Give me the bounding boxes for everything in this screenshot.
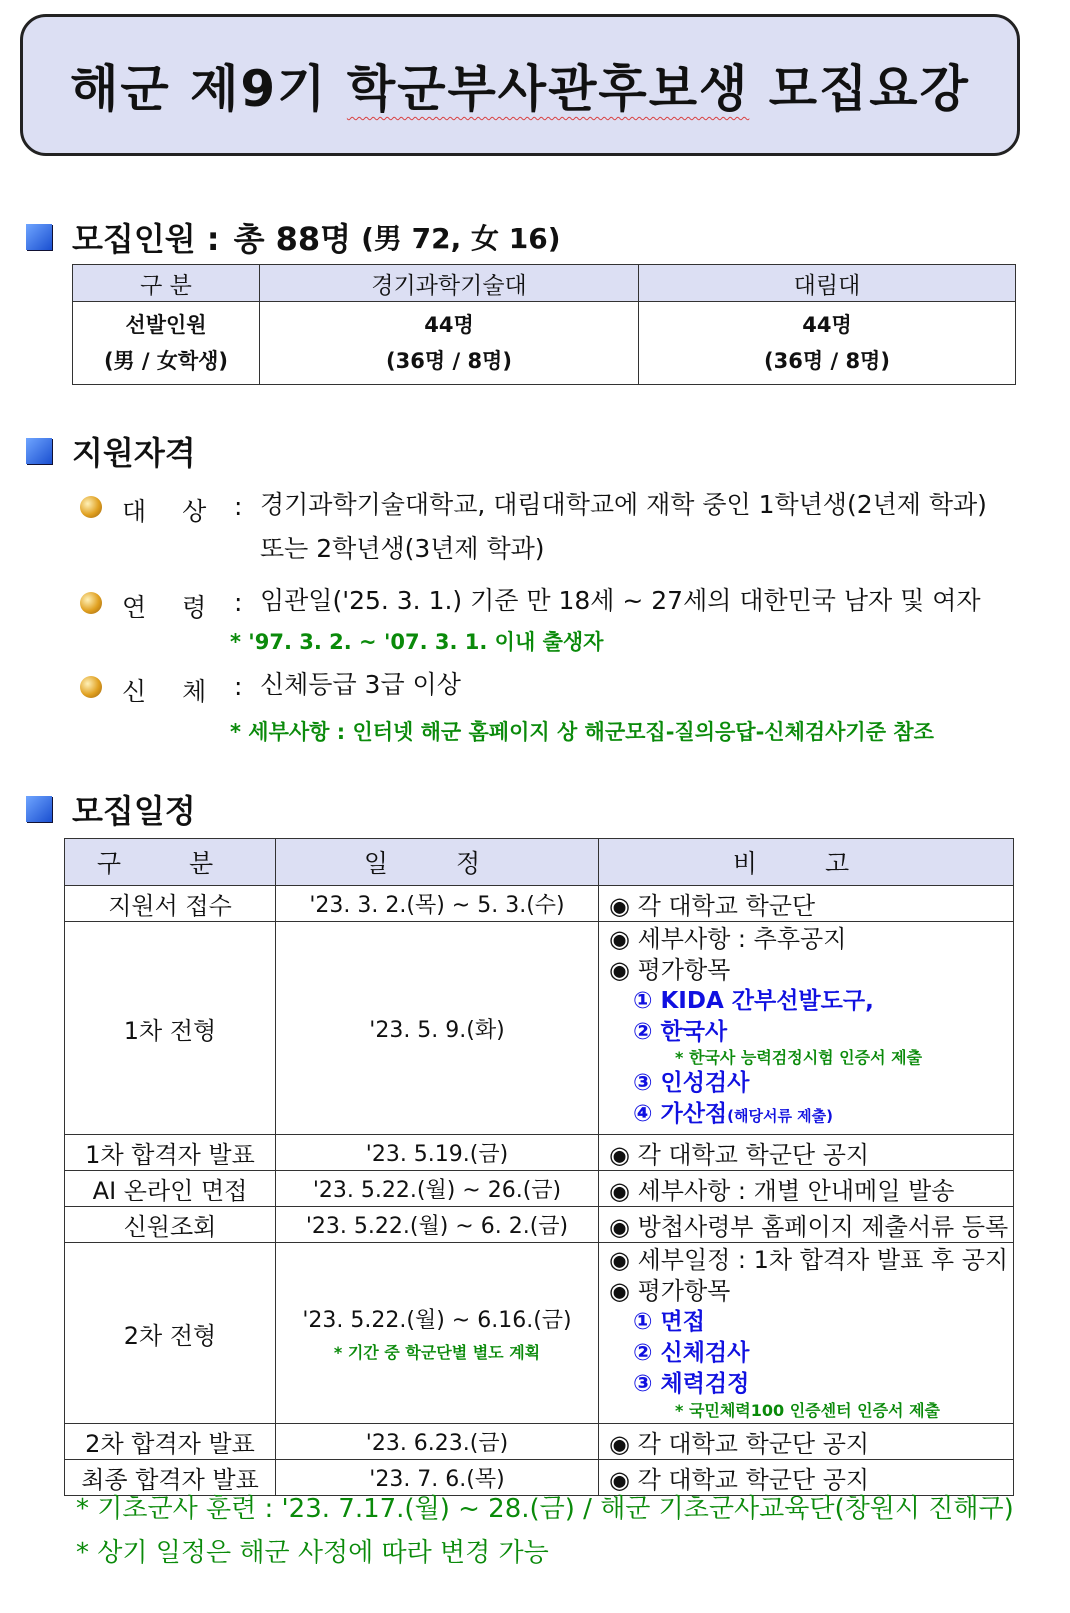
birth-note: * '97. 3. 2. ~ '07. 3. 1. 이내 출생자 <box>230 630 604 654</box>
note-line: ◉ 세부사항 : 추후공지 <box>609 925 847 953</box>
eligibility-item <box>80 588 981 624</box>
eval-item: ① 면접 <box>633 1308 705 1335</box>
sub-note: * 국민체력100 인증센터 인증서 제출 <box>675 1400 940 1420</box>
table-header: 대림대 <box>639 265 1016 302</box>
stage-name: 1차 전형 <box>65 922 276 1135</box>
stage-note <box>599 1243 1014 1424</box>
page-title <box>70 49 970 121</box>
table-header: 비 고 <box>599 839 1014 886</box>
orb-bullet-icon <box>80 592 102 614</box>
sub-note: * 한국사 능력검정시험 인증서 제출 <box>675 1048 923 1067</box>
recruit-total: 총 88명 <box>233 220 352 258</box>
stage-note: ◉ 각 대학교 학군단 공지 <box>599 1460 1014 1496</box>
orb-bullet-icon <box>80 676 102 698</box>
stage-date: '23. 5. 9.(화) <box>276 922 599 1135</box>
item-text: 신체등급 3급 이상 <box>260 670 461 699</box>
square-bullet-icon <box>26 438 52 464</box>
title-banner <box>20 14 1020 156</box>
row-label: 선발인원 <box>125 313 207 337</box>
count: 44명 <box>802 313 852 337</box>
footer-note: * 기초군사 훈련 : '23. 7.17.(월) ~ 28.(금) / 해군 기초군사교육단(창원시 진해구) <box>76 1494 1014 1524</box>
colon: : <box>234 672 243 701</box>
table-row <box>65 1424 1014 1460</box>
table-row <box>65 922 1014 1135</box>
table-row <box>65 1243 1014 1424</box>
square-bullet-icon <box>26 224 52 250</box>
table-header: 구 분 <box>65 839 276 886</box>
table-header: 일 정 <box>276 839 599 886</box>
section-label: 모집인원 : <box>72 220 220 258</box>
stage-date: '23. 5.22.(월) ~ 6. 2.(금) <box>276 1207 599 1243</box>
stage-name: AI 온라인 면접 <box>65 1171 276 1207</box>
orb-bullet-icon <box>80 496 102 518</box>
stage-name: 신원조회 <box>65 1207 276 1243</box>
item-text-line: 또는 2학년생(3년제 학과) <box>260 534 545 563</box>
item-text <box>260 483 987 571</box>
date-note: * 기간 중 학군단별 별도 계획 <box>333 1343 541 1362</box>
item-label: 신 체 <box>122 677 221 706</box>
table-row <box>65 1171 1014 1207</box>
eval-item: ② 신체검사 <box>633 1339 750 1366</box>
eval-item: ③ 인성검사 <box>633 1070 750 1096</box>
section-label: 모집일정 <box>72 792 196 830</box>
count: 44명 <box>424 313 474 337</box>
date-line: '23. 5.22.(월) ~ 6.16.(금) <box>302 1308 572 1333</box>
stage-name: 지원서 접수 <box>65 886 276 922</box>
footer-note: * 상기 일정은 해군 사정에 따라 변경 가능 <box>76 1538 549 1568</box>
note-line: ◉ 평가항목 <box>609 1276 731 1305</box>
stage-date: '23. 3. 2.(목) ~ 5. 3.(수) <box>276 886 599 922</box>
eval-item: ③ 체력검정 <box>633 1370 750 1397</box>
stage-date: '23. 5.19.(금) <box>276 1135 599 1171</box>
stage-date: '23. 5.22.(월) ~ 26.(금) <box>276 1171 599 1207</box>
colon: : <box>234 588 243 617</box>
square-bullet-icon <box>26 796 52 822</box>
item-label: 연 령 <box>122 593 221 622</box>
recruit-breakdown: (男 72, 女 16) <box>361 222 561 255</box>
note-line: ◉ 평가항목 <box>609 956 731 984</box>
eligibility-item <box>80 492 987 571</box>
recruit-table <box>72 264 1016 385</box>
title-suffix: 모집요강 <box>749 60 970 118</box>
item-label: 대 상 <box>122 497 221 526</box>
eval-item: ① KIDA 간부선발도구, <box>633 988 874 1014</box>
table-row <box>65 1135 1014 1171</box>
table-header: 구 분 <box>73 265 260 302</box>
table-row <box>65 886 1014 922</box>
stage-note <box>599 922 1014 1135</box>
stage-note: ◉ 각 대학교 학군단 <box>599 886 1014 922</box>
row-sublabel: (男 / 女학생) <box>103 349 229 373</box>
table-cell <box>639 302 1016 385</box>
section-recruit-header <box>26 214 561 260</box>
table-cell <box>73 302 260 385</box>
title-underlined: 학군부사관후보생 <box>346 60 750 118</box>
stage-date <box>276 1243 599 1424</box>
stage-date: '23. 7. 6.(목) <box>276 1460 599 1496</box>
title-prefix: 해군 제9기 <box>70 60 347 118</box>
schedule-table <box>64 838 1014 1496</box>
table-header: 경기과학기술대 <box>260 265 639 302</box>
stage-note: ◉ 방첩사령부 홈페이지 제출서류 등록 <box>599 1207 1014 1243</box>
stage-name: 최종 합격자 발표 <box>65 1460 276 1496</box>
eligibility-item <box>80 672 461 708</box>
table-row <box>73 302 1016 385</box>
stage-note: ◉ 세부사항 : 개별 안내메일 발송 <box>599 1171 1014 1207</box>
colon: : <box>234 492 243 521</box>
stage-date: '23. 6.23.(금) <box>276 1424 599 1460</box>
section-label: 지원자격 <box>72 434 196 472</box>
note-line: ◉ 세부일정 : 1차 합격자 발표 후 공지 <box>609 1245 1009 1274</box>
stage-note: ◉ 각 대학교 학군단 공지 <box>599 1135 1014 1171</box>
stage-name: 2차 전형 <box>65 1243 276 1424</box>
eval-item: ④ 가산점 <box>633 1101 728 1127</box>
split: (36명 / 8명) <box>386 349 512 373</box>
stage-name: 2차 합격자 발표 <box>65 1424 276 1460</box>
section-eligibility-header <box>26 428 196 474</box>
split: (36명 / 8명) <box>764 349 890 373</box>
eval-item-note: (해당서류 제출) <box>727 1107 834 1125</box>
table-cell <box>260 302 639 385</box>
stage-name: 1차 합격자 발표 <box>65 1135 276 1171</box>
item-text-line: 경기과학기술대학교, 대림대학교에 재학 중인 1학년생(2년제 학과) <box>260 490 987 519</box>
stage-note: ◉ 각 대학교 학군단 공지 <box>599 1424 1014 1460</box>
table-row <box>65 1207 1014 1243</box>
section-schedule-header <box>26 786 196 832</box>
eval-item: ② 한국사 <box>633 1019 728 1045</box>
physical-note: * 세부사항 : 인터넷 해군 홈페이지 상 해군모집-질의응답-신체검사기준 참조 <box>230 720 934 744</box>
item-text: 임관일('25. 3. 1.) 기준 만 18세 ~ 27세의 대한민국 남자 및 여자 <box>260 586 981 615</box>
